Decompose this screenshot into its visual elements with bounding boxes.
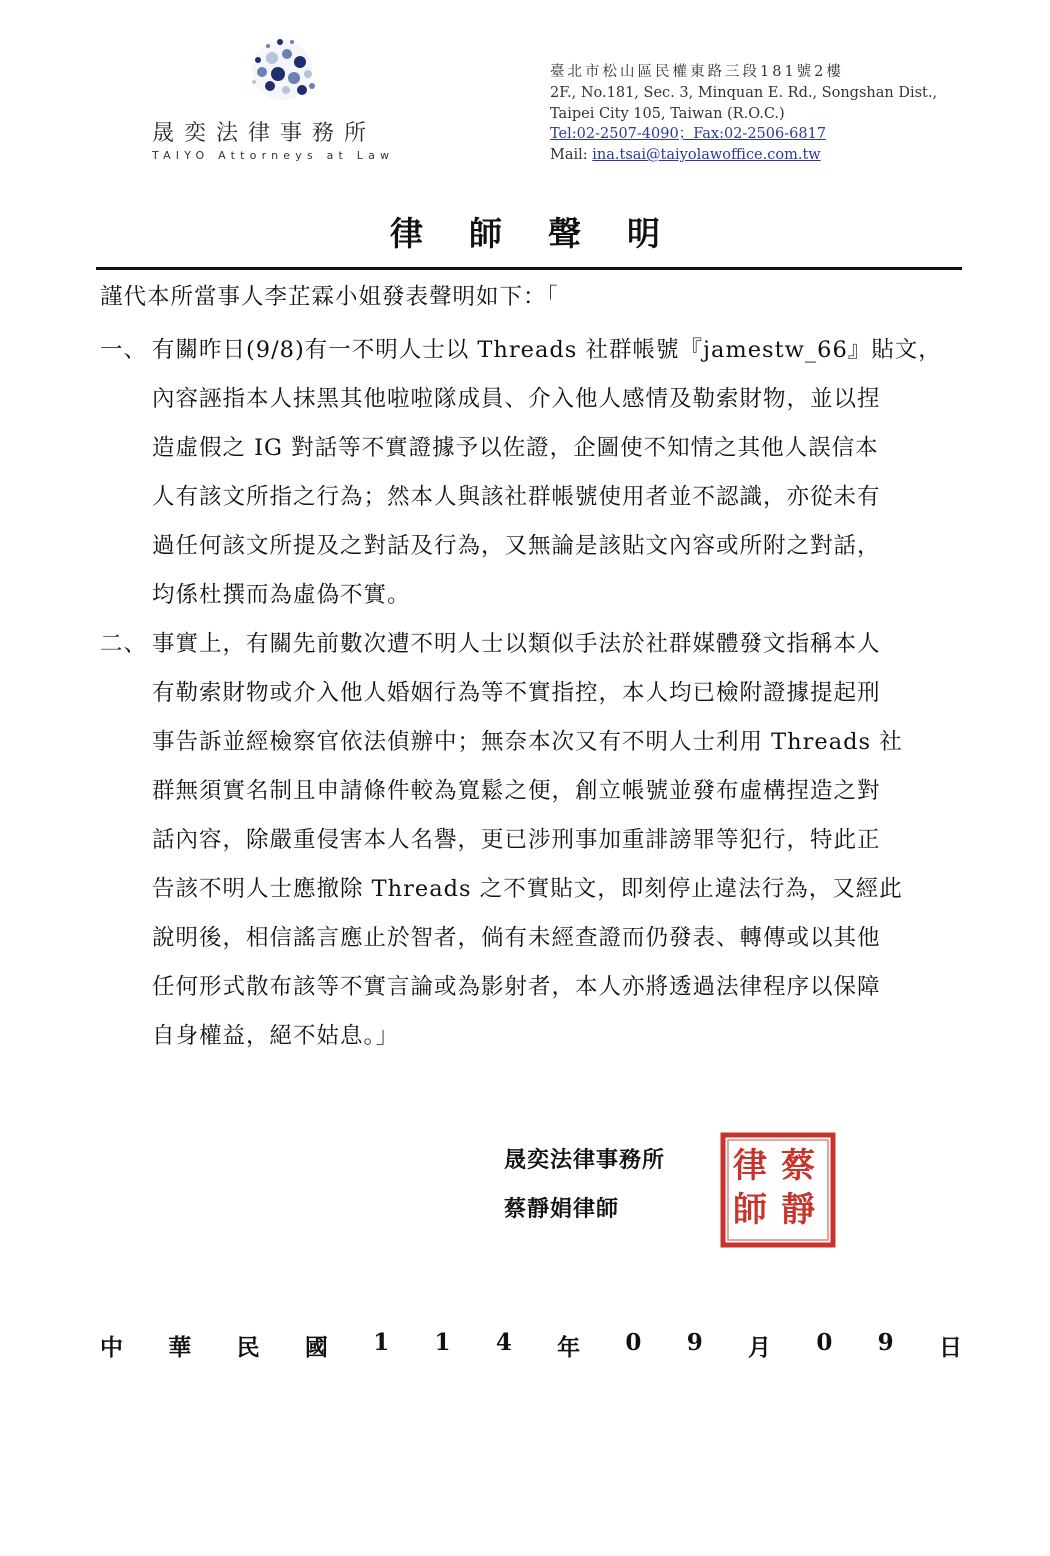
section-1-marker: 一、 — [100, 337, 148, 363]
date-char: 9 — [686, 1329, 703, 1356]
signature-lawyer: 蔡靜娟律師 — [504, 1196, 620, 1222]
section-2-marker: 二、 — [100, 631, 148, 657]
date-char: 0 — [625, 1329, 642, 1356]
tel-fax-link[interactable]: Tel:02-2507-4090；Fax:02-2506-6817 — [550, 126, 827, 142]
mail-line — [550, 145, 821, 165]
section-2-line: 說明後，相信謠言應止於智者，倘有未經查證而仍發表、轉傳或以其他 — [152, 925, 881, 951]
date-char: 1 — [373, 1329, 390, 1356]
section-1-line: 均係杜撰而為虛偽不實。 — [152, 582, 411, 608]
seal-char-3: 律 — [733, 1146, 767, 1186]
date-line — [100, 1329, 962, 1362]
date-char: 日 — [938, 1334, 962, 1361]
section-2-line: 群無須實名制且申請條件較為寬鬆之便，創立帳號並發布虛構捏造之對 — [152, 778, 881, 804]
address-en-line1: 2F., No.181, Sec. 3, Minquan E. Rd., Songshan Dist., — [550, 85, 938, 101]
section-2-line: 任何形式散布該等不實言論或為影射者，本人亦將透過法律程序以保障 — [152, 974, 881, 1000]
date-char: 9 — [877, 1329, 894, 1356]
lawyer-seal-stamp — [719, 1131, 837, 1249]
date-char: 民 — [236, 1334, 260, 1361]
section-2-line: 事告訴並經檢察官依法偵辦中；無奈本次又有不明人士利用 Threads 社 — [152, 729, 903, 755]
section-1-line: 內容誣指本人抹黑其他啦啦隊成員、介入他人感情及勒索財物，並以捏 — [152, 386, 881, 412]
title-divider — [96, 267, 962, 270]
section-2-line: 有勒索財物或介入他人婚姻行為等不實指控，本人均已檢附證據提起刑 — [152, 680, 881, 706]
mail-link[interactable]: ina.tsai@taiyolawoffice.com.tw — [592, 147, 821, 163]
signature-firm: 晟奕法律事務所 — [504, 1147, 666, 1173]
section-2-line: 自身權益，絕不姑息。」 — [152, 1023, 400, 1049]
section-2-line: 告該不明人士應撤除 Threads 之不實貼文，即刻停止違法行為，又經此 — [152, 876, 903, 902]
seal-char-1: 蔡 — [781, 1146, 815, 1186]
section-2-line: 話內容，除嚴重侵害本人名譽，更已涉刑事加重誹謗罪等犯行，特此正 — [152, 827, 881, 853]
section-1-line: 造虛假之 IG 對話等不實證據予以佐證，企圖使不知情之其他人誤信本 — [152, 435, 879, 461]
section-2-line: 事實上，有關先前數次遭不明人士以類似手法於社群媒體發文指稱本人 — [152, 631, 881, 657]
section-1-line: 過任何該文所提及之對話及行為，又無論是該貼文內容或所附之對話， — [152, 533, 881, 559]
firm-name-zh: 晟奕法律事務所 — [152, 121, 377, 146]
firm-name-en: TAIYO Attorneys at Law — [152, 149, 395, 162]
date-char: 1 — [434, 1329, 451, 1356]
date-char: 0 — [816, 1329, 833, 1356]
intro-line: 謹代本所當事人李芷霖小姐發表聲明如下：「 — [100, 284, 559, 310]
firm-logo — [232, 28, 332, 108]
mail-label: Mail: — [550, 147, 593, 163]
section-1-line: 有關昨日(9/8)有一不明人士以 Threads 社群帳號『jamestw_66』貼文， — [152, 337, 942, 363]
document-title: 律師聲明 — [390, 214, 706, 253]
date-char: 國 — [304, 1334, 328, 1361]
address-en-line2: Taipei City 105, Taiwan (R.O.C.) — [550, 106, 785, 122]
logo-sphere — [252, 39, 315, 100]
seal-char-2: 靜 — [781, 1190, 815, 1230]
date-char: 中 — [100, 1334, 123, 1361]
address-zh: 臺北市松山區民權東路三段181號2樓 — [550, 64, 844, 80]
date-char: 4 — [495, 1329, 512, 1356]
date-char: 年 — [557, 1334, 581, 1361]
section-1-line: 人有該文所指之行為；然本人與該社群帳號使用者並不認識，亦從未有 — [152, 484, 881, 510]
date-char: 華 — [168, 1334, 192, 1361]
seal-char-4: 師 — [733, 1190, 767, 1230]
date-char: 月 — [748, 1334, 772, 1361]
